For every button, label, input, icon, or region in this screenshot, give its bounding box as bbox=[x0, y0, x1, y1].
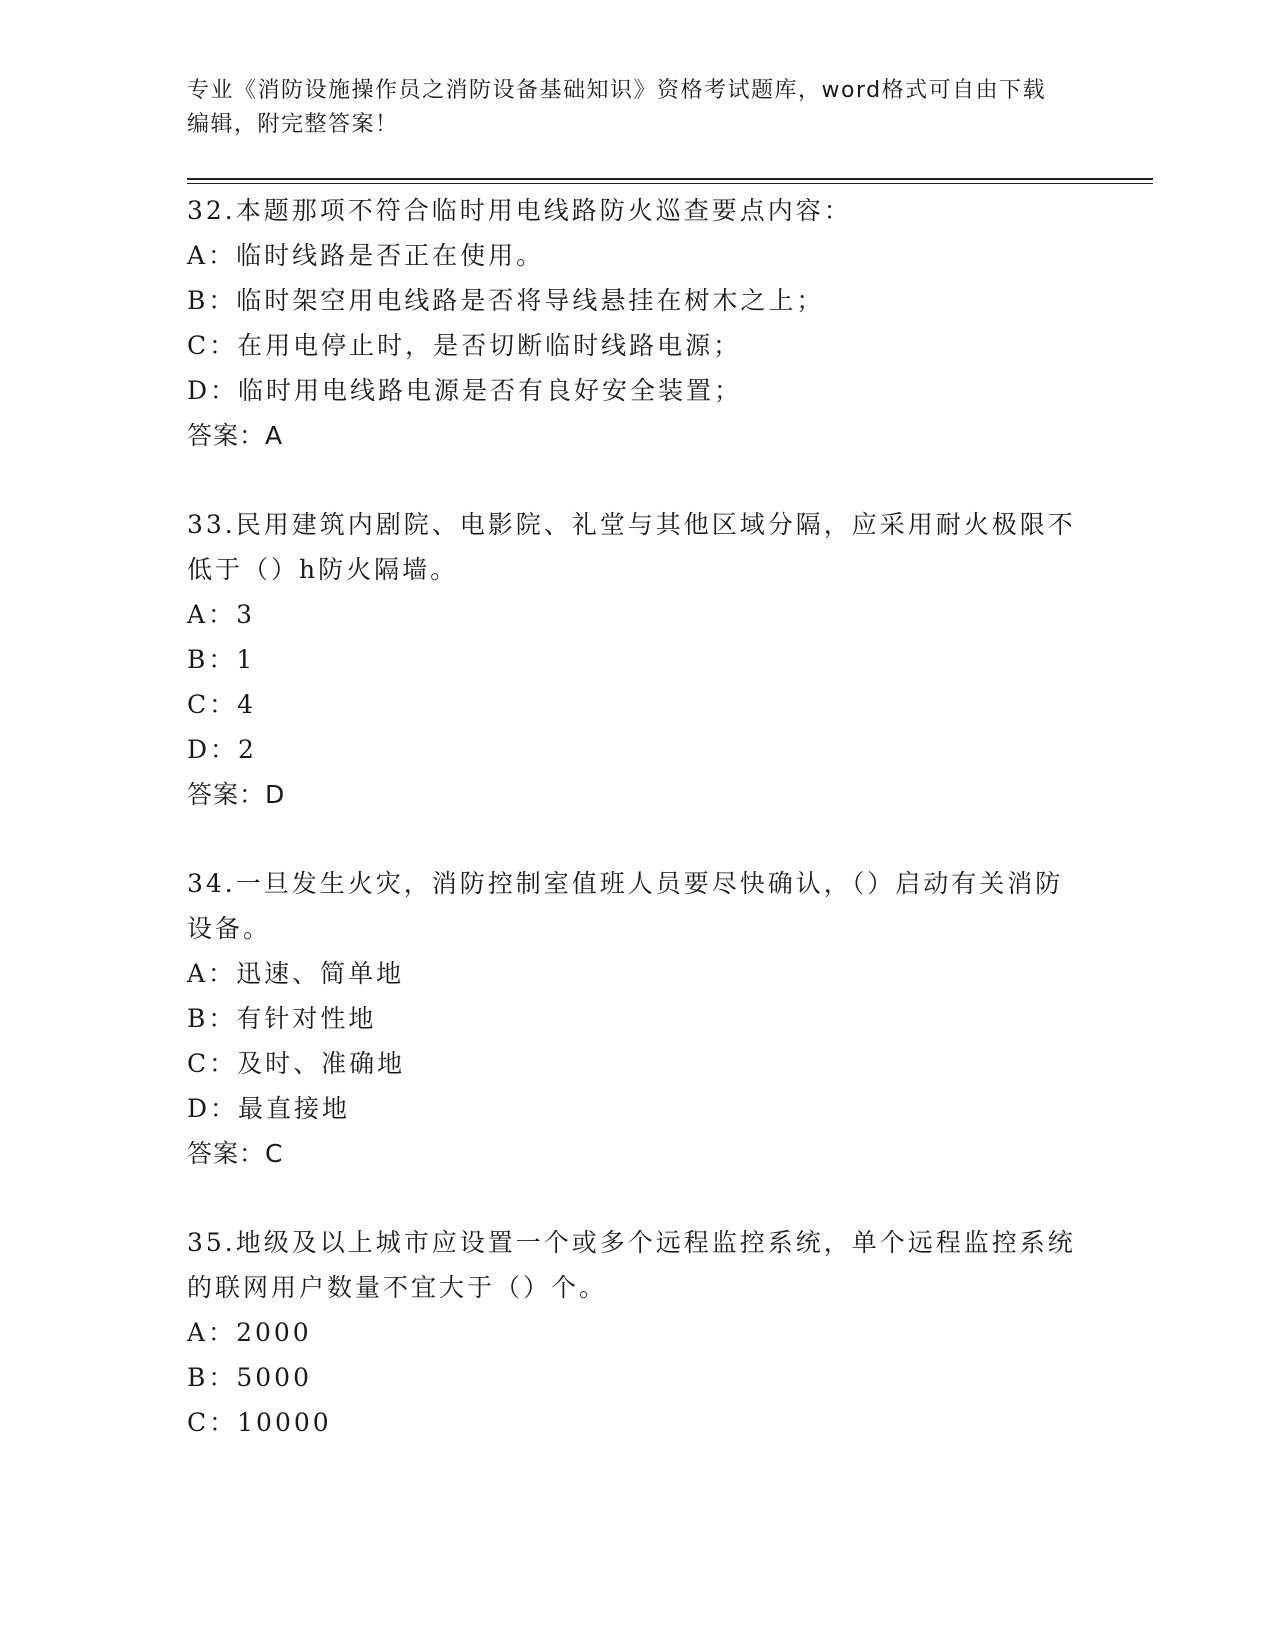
answer-label: 答案： bbox=[187, 780, 266, 809]
option-letter: D： bbox=[187, 735, 239, 764]
option-text: 2 bbox=[238, 735, 257, 764]
option-text: 最直接地 bbox=[238, 1094, 351, 1123]
option-b bbox=[187, 1355, 1087, 1400]
question-text bbox=[187, 188, 1087, 233]
option-c bbox=[187, 323, 1087, 368]
option-letter: B： bbox=[187, 286, 237, 315]
option-d bbox=[187, 1086, 1087, 1131]
option-letter: D： bbox=[187, 1094, 239, 1123]
option-text: 4 bbox=[237, 690, 257, 719]
option-d bbox=[187, 727, 1087, 772]
question-number: 35. bbox=[187, 1228, 236, 1257]
option-letter: A： bbox=[187, 1318, 237, 1347]
option-letter: C： bbox=[187, 690, 238, 719]
answer-label: 答案： bbox=[187, 421, 266, 450]
option-c bbox=[187, 682, 1087, 727]
question-list bbox=[187, 188, 1087, 1489]
option-letter: A： bbox=[187, 959, 237, 988]
option-text: 3 bbox=[236, 600, 255, 629]
question-33 bbox=[187, 502, 1087, 817]
option-letter: C： bbox=[187, 1408, 238, 1437]
question-35 bbox=[187, 1220, 1087, 1445]
answer-value: A bbox=[265, 421, 284, 450]
question-32 bbox=[187, 188, 1087, 458]
option-b bbox=[187, 637, 1087, 682]
option-c bbox=[187, 1041, 1087, 1086]
question-text bbox=[187, 861, 1087, 951]
option-a bbox=[187, 233, 1087, 278]
answer-value: D bbox=[265, 780, 286, 809]
question-body: 地级及以上城市应设置一个或多个远程监控系统，单个远程监控系统的联网用户数量不宜大于（）个。 bbox=[187, 1228, 1076, 1302]
answer-line bbox=[187, 1131, 1087, 1176]
question-34 bbox=[187, 861, 1087, 1176]
option-text: 1 bbox=[236, 645, 256, 674]
option-text: 10000 bbox=[237, 1408, 332, 1437]
option-letter: A： bbox=[187, 241, 237, 270]
option-b bbox=[187, 278, 1087, 323]
question-number: 32. bbox=[187, 196, 236, 225]
question-body: 本题那项不符合临时用电线路防火巡查要点内容： bbox=[235, 196, 852, 225]
option-text: 有针对性地 bbox=[236, 1004, 377, 1033]
option-d bbox=[187, 368, 1087, 413]
option-text: 临时用电线路电源是否有良好安全装置； bbox=[238, 376, 743, 405]
option-letter: C： bbox=[187, 1049, 238, 1078]
header-divider-thick bbox=[187, 178, 1153, 180]
question-body: 民用建筑内剧院、电影院、礼堂与其他区域分隔，应采用耐火极限不低于（）h防火隔墙。 bbox=[187, 510, 1076, 584]
option-letter: D： bbox=[187, 376, 239, 405]
option-text: 5000 bbox=[236, 1363, 312, 1392]
option-letter: B： bbox=[187, 645, 237, 674]
answer-line bbox=[187, 413, 1087, 458]
option-text: 迅速、简单地 bbox=[236, 959, 405, 988]
option-letter: C： bbox=[187, 331, 238, 360]
option-text: 在用电停止时，是否切断临时线路电源； bbox=[237, 331, 742, 360]
answer-line bbox=[187, 772, 1087, 817]
option-a bbox=[187, 951, 1087, 996]
question-text bbox=[187, 1220, 1087, 1310]
option-text: 临时线路是否正在使用。 bbox=[236, 241, 545, 270]
answer-value: C bbox=[265, 1139, 284, 1168]
document-header: 专业《消防设施操作员之消防设备基础知识》资格考试题库，word格式可自由下载编辑，附完整答案！ bbox=[187, 78, 1047, 137]
option-a bbox=[187, 1310, 1087, 1355]
option-c bbox=[187, 1400, 1087, 1445]
answer-label: 答案： bbox=[187, 1139, 266, 1168]
question-text bbox=[187, 502, 1087, 592]
option-letter: A： bbox=[187, 600, 237, 629]
option-b bbox=[187, 996, 1087, 1041]
option-a bbox=[187, 592, 1087, 637]
question-number: 34. bbox=[187, 869, 236, 898]
question-number: 33. bbox=[187, 510, 236, 539]
question-body: 一旦发生火灾，消防控制室值班人员要尽快确认，（）启动有关消防设备。 bbox=[187, 869, 1064, 943]
option-letter: B： bbox=[187, 1363, 237, 1392]
option-text: 2000 bbox=[236, 1318, 312, 1347]
option-text: 及时、准确地 bbox=[237, 1049, 406, 1078]
header-divider-thin bbox=[187, 183, 1153, 184]
option-text: 临时架空用电线路是否将导线悬挂在树木之上； bbox=[236, 286, 825, 315]
option-letter: B： bbox=[187, 1004, 237, 1033]
